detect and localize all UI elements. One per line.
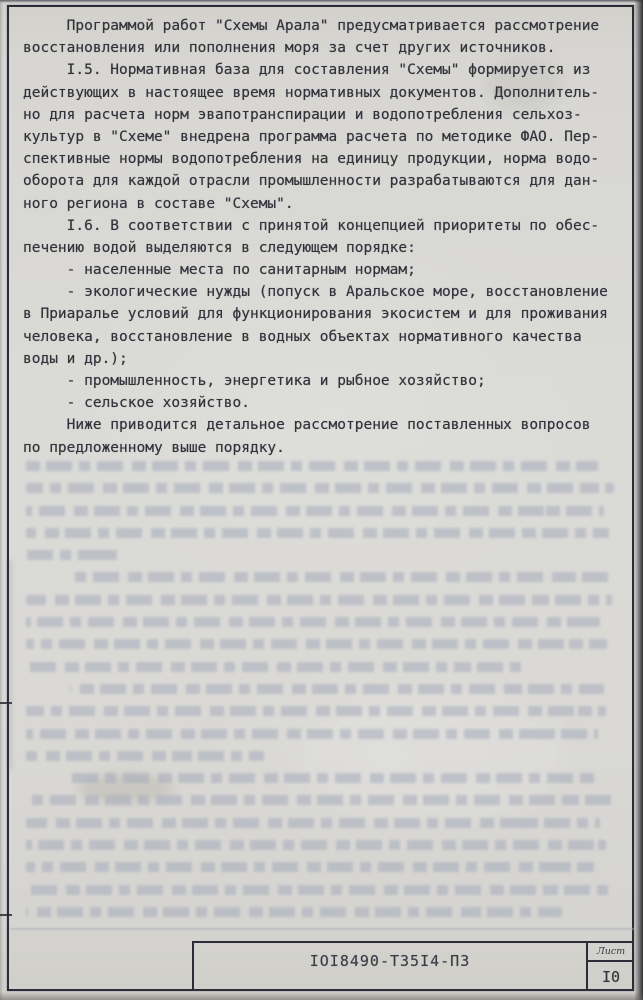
bleed-through-line [26, 506, 604, 516]
bleed-through-line [26, 595, 612, 605]
sheet-number: I0 [601, 967, 621, 986]
frame-tick [0, 914, 12, 916]
bleed-through-line [26, 662, 524, 672]
text-line: человека, восстановление в водных объектах нормативного качества [23, 328, 582, 345]
text-line: - сельское хозяйство. [23, 395, 250, 412]
sheet-cell [586, 943, 634, 991]
bleed-through-line [26, 795, 612, 805]
text-line: Ниже приводится детальное рассмотрение поставленных вопросов [23, 417, 591, 434]
bleed-through-line [70, 684, 604, 694]
bleed-through-line [26, 907, 562, 917]
text-line: действующих в настоящее время нормативных документов. Дополнитель- [23, 84, 600, 101]
scan-edge-bottom [0, 992, 643, 1000]
bleed-through-line [26, 639, 607, 649]
text-line: воды и др.); [23, 350, 128, 367]
document-number-cell [194, 943, 586, 991]
typed-text [23, 15, 629, 459]
text-line: печению водой выделяются в следующем порядке: [23, 239, 416, 256]
text-line: I.6. В соответствии с принятой концепцией приоритеты по обес- [23, 217, 600, 234]
bleed-through-line [26, 751, 264, 761]
scan-edge-right [634, 0, 643, 1000]
text-line: - населенные места по санитарным нормам; [23, 262, 416, 279]
bleed-through-line [26, 840, 606, 850]
text-line: но для расчета норм эвапотранспирации и водопотребления сельхоз- [23, 106, 582, 123]
text-line: культур в "Схеме" внедрена программа расчета по методике ФАО. Пер- [23, 128, 600, 145]
bleed-through-line [26, 885, 610, 895]
bleed-through-line [26, 818, 600, 828]
text-line: восстановления или пополнения моря за счет других источников. [23, 40, 556, 57]
text-line: - промышленность, энергетика и рыбное хозяйство; [23, 373, 486, 389]
scan-edge-top [0, 0, 643, 3]
frame-tick [0, 702, 12, 704]
bleed-through-line [26, 461, 598, 471]
bleed-through-line [26, 862, 594, 872]
text-line: ного региона в составе "Схемы". [23, 195, 294, 212]
text-line: I.5. Нормативная база для составления "Схемы" формируется из [23, 62, 591, 79]
bleed-through-line [10, 928, 634, 930]
text-line: по предложенному выше порядку. [23, 439, 285, 456]
text-line: - экологические нужды (попуск в Аральское море, восстановление [23, 284, 608, 301]
bleed-through-line [26, 550, 122, 560]
bleed-through-line [26, 729, 598, 739]
bleed-through-line [26, 528, 609, 538]
text-line: оборота для каждой отрасли промышленности разрабатываются для дан- [23, 173, 600, 190]
bleed-through-text [26, 461, 626, 929]
bleed-through-line [26, 483, 614, 493]
document-number: IOI8490-Т35I4-ПЗ [309, 952, 471, 970]
sheet-label: Лист [588, 943, 634, 962]
bleed-through-line [26, 706, 606, 716]
text-line: Программой работ "Схемы Арала" предусматривается рассмотрение [23, 18, 600, 34]
text-line: в Приаралье условий для функционирования экосистем и для проживания [23, 306, 608, 323]
text-line: спективные нормы водопотребления на единицу продукции, норма водо- [23, 151, 600, 168]
title-block [192, 941, 634, 991]
scan-edge-left [0, 0, 3, 1000]
bleed-through-line [70, 773, 598, 783]
bleed-through-line [70, 572, 610, 582]
bleed-through-line [26, 617, 600, 627]
